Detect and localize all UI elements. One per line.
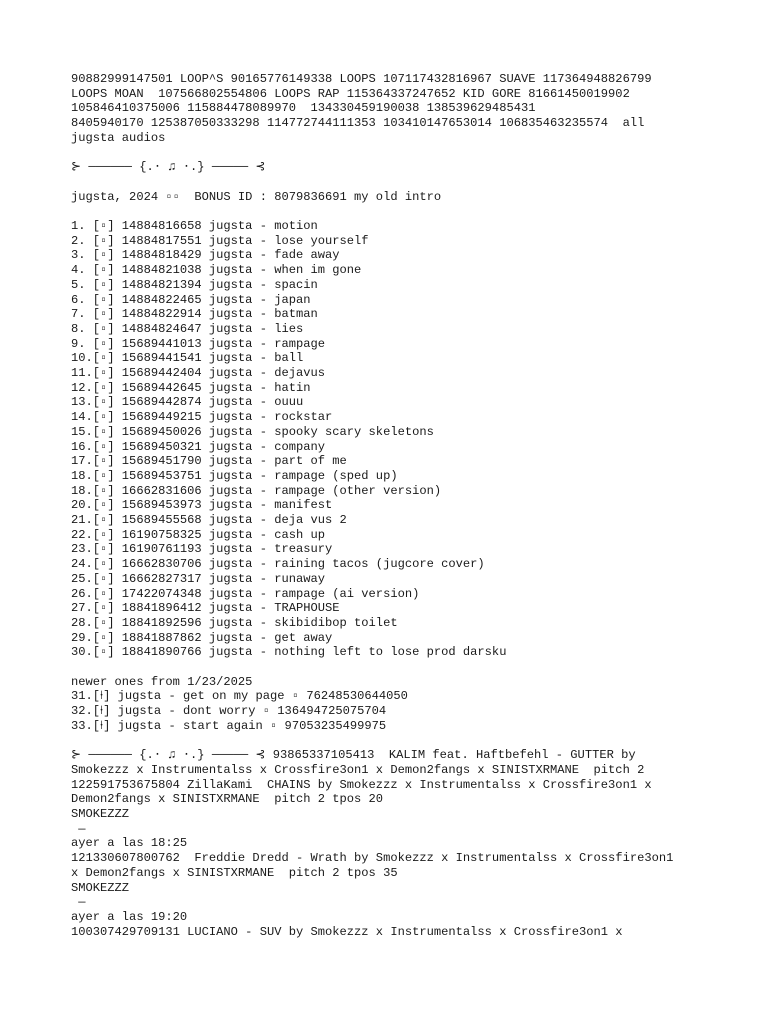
newer-heading: newer ones from 1/23/2025	[71, 674, 253, 689]
track-item: 24.[▫] 16662830706 jugsta - raining tacos (jugcore cover)	[71, 557, 485, 572]
footer-line: 100307429709131 LUCIANO - SUV by Smokezzz x Instrumentalss x Crossfire3on1 x	[71, 924, 623, 939]
track-item: 4. [▫] 14884821038 jugsta - when im gone	[71, 263, 362, 278]
track-item: 3. [▫] 14884818429 jugsta - fade away	[71, 248, 340, 263]
footer-line: 121330607800762 Freddie Dredd - Wrath by Smokezzz x Instrumentalss x Crossfire3on1	[71, 851, 674, 866]
header-line: jugsta audios	[71, 130, 166, 145]
track-item: 5. [▫] 14884821394 jugsta - spacin	[71, 277, 318, 292]
footer-line: ayer a las 19:20	[71, 910, 188, 924]
track-item: 8. [▫] 14884824647 jugsta - lies	[71, 321, 304, 336]
track-item: 30.[▫] 18841890766 jugsta - nothing left to lose prod darsku	[71, 645, 507, 660]
intro-line: jugsta, 2024 ▫▫ BONUS ID : 8079836691 my old intro	[71, 189, 442, 204]
newer-track-item: 33.[⍿] jugsta - start again ▫ 97053235499975	[71, 718, 387, 733]
footer-line: 122591753675804 ZillaKami CHAINS by Smokezzz x Instrumentalss x Crossfire3on1 x	[71, 777, 652, 792]
spacer	[71, 175, 711, 190]
track-item: 6. [▫] 14884822465 jugsta - japan	[71, 292, 311, 307]
divider: ⊱ ────── {.⋅ ♫ ⋅.} ───── ⊰	[71, 160, 266, 175]
footer-line: SMOKEZZZ	[71, 880, 130, 895]
track-item: 28.[▫] 18841892596 jugsta - skibidibop toilet	[71, 615, 398, 630]
spacer	[71, 204, 711, 219]
footer-line: ⊱ ────── {.⋅ ♫ ⋅.} ───── ⊰ 93865337105413 KALIM feat. Haftbefehl - GUTTER by	[71, 748, 636, 763]
header-block	[71, 72, 711, 146]
track-item: 21.[▫] 15689455568 jugsta - deja vus 2	[71, 513, 347, 528]
track-item: 20.[▫] 15689453973 jugsta - manifest	[71, 498, 333, 513]
newer-track-list	[71, 689, 711, 733]
header-line: 8405940170 125387050333298 114772744111353 103410147653014 106835463235574 all	[71, 116, 645, 131]
document-body	[71, 72, 711, 939]
header-line: 90882999147501 LOOP^S 90165776149338 LOOPS 107117432816967 SUAVE 117364948826799	[71, 72, 652, 86]
track-item: 27.[▫] 18841896412 jugsta - TRAPHOUSE	[71, 601, 340, 616]
header-line: 105846410375006 115884478089970 134330459190038 138539629485431	[71, 101, 536, 116]
track-list	[71, 219, 711, 660]
track-item: 26.[▫] 17422074348 jugsta - rampage (ai version)	[71, 586, 420, 601]
footer-line: —	[71, 821, 86, 836]
header-line: LOOPS MOAN 107566802554806 LOOPS RAP 115364337247652 KID GORE 81661450019902	[71, 86, 630, 101]
track-item: 1. [▫] 14884816658 jugsta - motion	[71, 218, 318, 233]
track-item: 9. [▫] 15689441013 jugsta - rampage	[71, 336, 326, 351]
footer-line: ayer a las 18:25	[71, 836, 188, 851]
spacer	[71, 734, 711, 749]
track-item: 22.[▫] 16190758325 jugsta - cash up	[71, 527, 326, 542]
track-item: 17.[▫] 15689451790 jugsta - part of me	[71, 454, 347, 469]
newer-track-item: 32.[⍿] jugsta - dont worry ▫ 136494725075704	[71, 704, 387, 719]
track-item: 23.[▫] 16190761193 jugsta - treasury	[71, 542, 333, 557]
track-item: 13.[▫] 15689442874 jugsta - ouuu	[71, 395, 304, 410]
newer-track-item: 31.[⍿] jugsta - get on my page ▫ 76248530644050	[71, 689, 408, 704]
track-item: 14.[▫] 15689449215 jugsta - rockstar	[71, 410, 333, 425]
track-item: 10.[▫] 15689441541 jugsta - ball	[71, 351, 304, 366]
spacer	[71, 660, 711, 675]
footer-line: Smokezzz x Instrumentalss x Crossfire3on1 x Demon2fangs x SINISTXRMANE pitch 2	[71, 762, 645, 777]
footer-line: Demon2fangs x SINISTXRMANE pitch 2 tpos 20	[71, 792, 384, 807]
footer-line: x Demon2fangs x SINISTXRMANE pitch 2 tpos 35	[71, 865, 398, 880]
track-item: 29.[▫] 18841887862 jugsta - get away	[71, 630, 333, 645]
footer-line: —	[71, 895, 86, 910]
spacer	[71, 146, 711, 161]
footer-line: SMOKEZZZ	[71, 807, 130, 822]
track-item: 2. [▫] 14884817551 jugsta - lose yourself	[71, 233, 369, 248]
footer-block	[71, 748, 711, 939]
track-item: 7. [▫] 14884822914 jugsta - batman	[71, 307, 318, 322]
track-item: 12.[▫] 15689442645 jugsta - hatin	[71, 380, 311, 395]
track-item: 16.[▫] 15689450321 jugsta - company	[71, 439, 326, 454]
track-item: 11.[▫] 15689442404 jugsta - dejavus	[71, 366, 326, 381]
track-item: 25.[▫] 16662827317 jugsta - runaway	[71, 571, 326, 586]
track-item: 18.[▫] 15689453751 jugsta - rampage (sped up)	[71, 468, 398, 483]
track-item: 18.[▫] 16662831606 jugsta - rampage (other version)	[71, 483, 442, 498]
track-item: 15.[▫] 15689450026 jugsta - spooky scary skeletons	[71, 424, 434, 439]
